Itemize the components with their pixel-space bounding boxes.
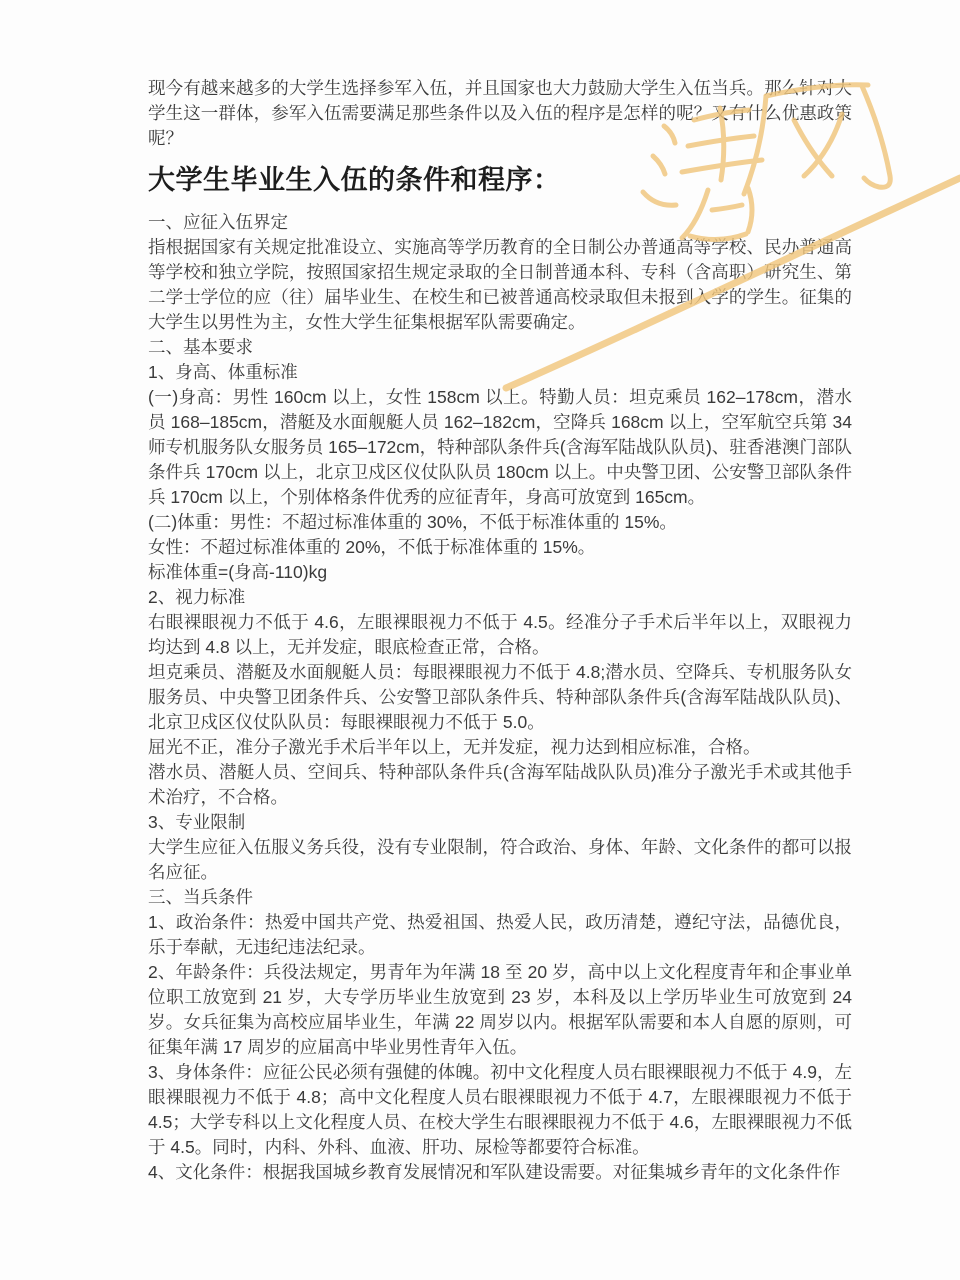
body-paragraph: 标准体重=(身高-110)kg [148,562,328,582]
section-heading-enlistment-definition: 一、应征入伍界定 [148,212,288,232]
body-paragraph: 潜水员、潜艇人员、空间兵、特种部队条件兵(含海军陆战队队员)准分子激光手术或其他手术治疗，不合格。 [148,762,852,807]
body-paragraph: 坦克乘员、潜艇及水面舰艇人员：每眼裸眼视力不低于 4.8;潜水员、空降兵、专机服务队女服务员、中央警卫团条件兵、公安警卫部队条件兵、特种部队条件兵(含海军陆战队队员)、北京卫戍区仪仗队队员：每眼裸眼视力不低于 5.0。 [148,662,852,732]
body-paragraph: (二)体重：男性：不超过标准体重的 30%，不低于标准体重的 15%。 [148,512,677,532]
body-paragraph: 1、政治条件：热爱中国共产党、热爱祖国、热爱人民，政历清楚，遵纪守法，品德优良，乐于奉献，无违纪违法纪录。 [148,912,852,957]
body-paragraph: 屈光不正，准分子激光手术后半年以上，无并发症，视力达到相应标准，合格。 [148,737,761,757]
section-heading-major-restriction: 3、专业限制 [148,812,246,832]
body-paragraph: (一)身高：男性 160cm 以上，女性 158cm 以上。特勤人员：坦克乘员 162–178cm，潜水员 168–185cm，潜艇及水面舰艇人员 162–182cm，空降兵 168cm 以上，空军航空兵第 34 师专机服务队女服务员 165–172cm，特种部队条件兵(含海军陆战队队员)、驻香港澳门部队条件兵 170cm 以上，北京卫戍区仪仗队队员 180cm 以上。中央警卫团、公安警卫部队条件兵 170cm 以上，个别体格条件优秀的应征青年，身高可放宽到 165cm。 [148,387,852,507]
section-heading-basic-requirements: 二、基本要求 [148,337,253,357]
intro-paragraph: 现今有越来越多的大学生选择参军入伍，并且国家也大力鼓励大学生入伍当兵。那么针对大学生这一群体，参军入伍需要满足那些条件以及入伍的程序是怎样的呢？又有什么优惠政策呢？ [148,78,852,148]
body-paragraph: 右眼裸眼视力不低于 4.6，左眼裸眼视力不低于 4.5。经准分子手术后半年以上，双眼视力均达到 4.8 以上，无并发症，眼底检查正常，合格。 [148,612,852,657]
body-paragraph: 3、身体条件：应征公民必须有强健的体魄。初中文化程度人员右眼裸眼视力不低于 4.9，左眼裸眼视力不低于 4.8；高中文化程度人员右眼裸眼视力不低于 4.7，左眼裸眼视力不低于 4.5；大学专科以上文化程度人员、在校大学生右眼裸眼视力不低于 4.6，左眼裸眼视力不低于 4.5。同时，内科、外科、血液、肝功、尿检等都要符合标准。 [148,1062,852,1157]
body-paragraph: 指根据国家有关规定批准设立、实施高等学历教育的全日制公办普通高等学校、民办普通高等学校和独立学院，按照国家招生规定录取的全日制普通本科、专科（含高职）研究生、第二学士学位的应（往）届毕业生、在校生和已被普通高校录取但未报到入学的学生。征集的大学生以男性为主，女性大学生征集根据军队需要确定。 [148,237,852,332]
body-paragraph: 4、文化条件：根据我国城乡教育发展情况和军队建设需要。对征集城乡青年的文化条件作 [148,1162,841,1182]
section-heading-vision-standard: 2、视力标准 [148,587,246,607]
page-title: 大学生毕业生入伍的条件和程序： [148,165,561,195]
section-heading-height-weight: 1、身高、体重标准 [148,362,298,382]
body-paragraph: 大学生应征入伍服义务兵役，没有专业限制，符合政治、身体、年龄、文化条件的都可以报名应征。 [148,837,852,882]
body-paragraph: 女性：不超过标准体重的 20%，不低于标准体重的 15%。 [148,537,596,557]
section-heading-service-conditions: 三、当兵条件 [148,887,253,907]
body-paragraph: 2、年龄条件：兵役法规定，男青年为年满 18 至 20 岁，高中以上文化程度青年和企事业单位职工放宽到 21 岁，大专学历毕业生放宽到 23 岁，本科及以上学历毕业生可放宽到 24 岁。女兵征集为高校应届毕业生，年满 22 周岁以内。根据军队需要和本人自愿的原则，可征集年满 17 周岁的应届高中毕业男性青年入伍。 [148,962,852,1057]
article-body [148,76,852,1185]
